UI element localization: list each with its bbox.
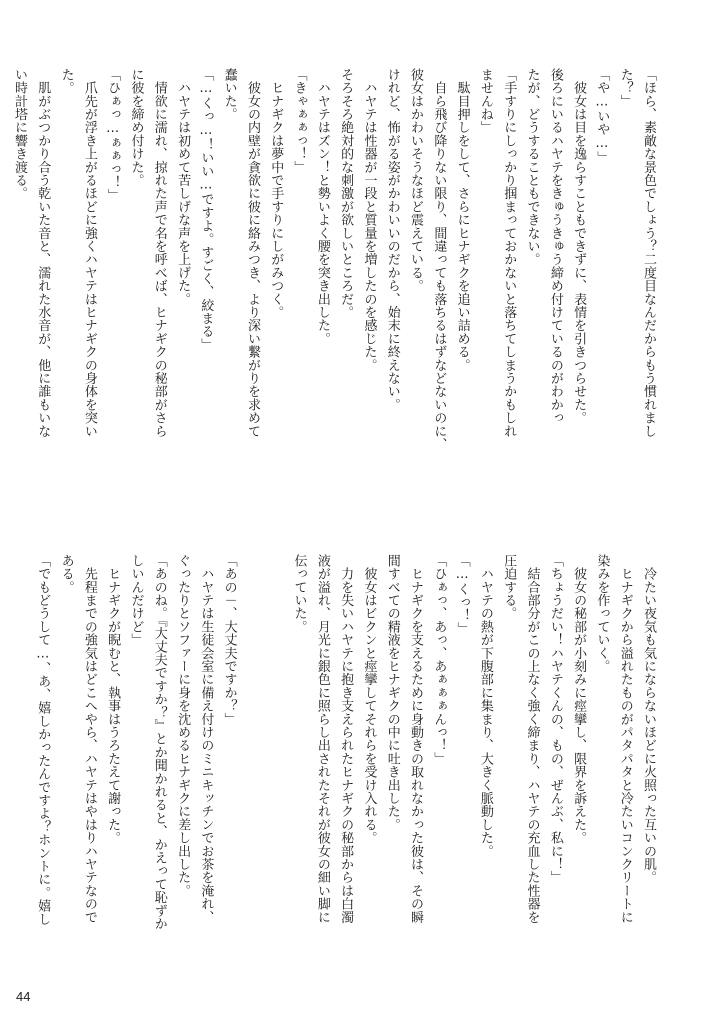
text-line: ある。 [58, 554, 74, 594]
text-line: 冷たい夜気も気にならないほどに火照った互いの肌。 [641, 554, 656, 884]
text-line: 間すべての精液をヒナギクの中に吐き出した。 [384, 554, 400, 832]
text-line: 伝っていた。 [291, 554, 307, 634]
text-line: 自ら飛び降りない限り、間違っても落ちるはずなどないのに、 [431, 68, 447, 451]
text-line: ハヤテは性器が一段と質量を増したのを感じた。 [361, 68, 377, 372]
text-line: い時計塔に響き渡る。 [11, 68, 27, 200]
text-line: ハヤテはズン！と勢いよく腰を突き出した。 [314, 68, 330, 346]
text-line: 彼女はかわいそうなほど震えている。 [408, 68, 424, 293]
text-line: 後ろにいるハヤテをきゅうきゅう締め付けているのがわかっ [547, 68, 563, 425]
text-line: 駄目押しをして、さらにヒナギクを追い詰める。 [454, 68, 470, 372]
text-line: ヒナギクから溢れたものがパタパタと冷たいコンクリートに [617, 554, 633, 924]
top-text-block [11, 68, 660, 498]
text-line: 先程までの強気はどこへやら、ハヤテはやはりハヤテなので [81, 554, 97, 924]
text-line: た。 [58, 68, 74, 95]
text-line: 「…くっ…！いい…ですよ。すごく、絞まる」 [198, 68, 214, 352]
text-line: ハヤテは初めて苦しげな声を上げた。 [175, 68, 191, 306]
text-line: ヒナギクが睨むと、執事はうろたえて謝った。 [105, 554, 121, 845]
text-line: 結合部分がこの上なく強く締まり、ハヤテの充血した性器を [524, 554, 540, 924]
text-line [264, 554, 287, 944]
text-line: 「ひぁっ、あっ、あぁぁぁんっ！」 [431, 554, 447, 766]
text-line: 彼女は目を逸らすこともできずに、表情を引きつらせた。 [571, 68, 587, 425]
text-line: 液が溢れ、月光に銀色に照らし出されたそれが彼女の細い脚に [314, 554, 330, 924]
text-line: 「あのね。『大丈夫ですか？』とか聞かれると、かえって恥ずか [151, 554, 167, 931]
text-line [241, 554, 264, 944]
text-line: に彼を締め付けた。 [128, 68, 144, 187]
text-line: 「ちょうだい！ハヤテくんの、もの、ぜんぶ、私に！」 [547, 554, 563, 884]
bottom-text-block [35, 554, 660, 944]
text-line: ハヤテは生徒会室に備え付けのミニキッチンでお茶を淹れ、 [198, 554, 214, 924]
text-line: 彼女はビクンと痙攣してそれらを受け入れる。 [361, 554, 377, 845]
text-line: ヒナギクを支えるために身動きの取れなかった彼は、その瞬 [408, 554, 424, 924]
text-line: 「ほら、素敵な景色でしょう？二度目なんだからもう慣れまし [641, 68, 656, 438]
text-line: 圧迫する。 [501, 554, 517, 620]
text-line: しいんだけど」 [128, 554, 144, 647]
text-line: 彼女の秘部が小刻みに痙攣し、限界を訴えた。 [571, 554, 587, 845]
text-line: 染みを作っていく。 [594, 554, 610, 673]
text-line: 「…くっ！」 [454, 554, 470, 636]
text-line: 爪先が浮き上がるほどに強くハヤテはヒナギクの身体を突い [81, 68, 97, 438]
text-line: た？」 [617, 68, 633, 108]
text-line: たが、どうすることもできない。 [524, 68, 540, 266]
text-line: 「でもどうして…、あ、嬉しかったんですよ？ホントに。嬉し [35, 554, 51, 926]
text-line: 力を失いハヤテに抱き支えられたヒナギクの秘部からは白濁 [338, 554, 354, 924]
text-line: そろそろ絶対的な刺激が欲しいところだ。 [338, 68, 354, 319]
text-line: 情欲に濡れ、掠れた声で名を呼べば、ヒナギクの秘部がさら [151, 68, 167, 438]
text-line: ませんね」 [477, 68, 493, 134]
text-line: 「きゃぁぁっ！」 [291, 68, 307, 174]
text-line: けれど、怖がる姿がかわいいのだから、始末に終えない。 [384, 68, 400, 412]
text-line: 「ひぁっ…ぁぁっ！」 [105, 68, 121, 202]
text-line: 「や…いや…」 [594, 68, 610, 165]
text-line: ぐったりとソファーに身を沈めるヒナギクに差し出した。 [175, 554, 191, 898]
text-line: 肌がぶつかり合う乾いた音と、濡れた水音が、他に誰もいな [35, 68, 51, 438]
text-line: 蠢いた。 [221, 68, 237, 121]
text-line: ハヤテの熱が下腹部に集まり、大きく脈動した。 [477, 554, 493, 858]
text-line: 「手すりにしっかり掴まっておかないと落ちてしまうかもしれ [501, 68, 517, 438]
text-line: 彼女の内壁が貪欲に彼に絡みつき、より深い繋がりを求めて [244, 68, 260, 438]
text-line: ヒナギクは夢中で手すりにしがみつく。 [268, 68, 284, 319]
text-line: 「あの－、大丈夫ですか？」 [221, 554, 237, 726]
page-number: 44 [16, 989, 31, 1004]
